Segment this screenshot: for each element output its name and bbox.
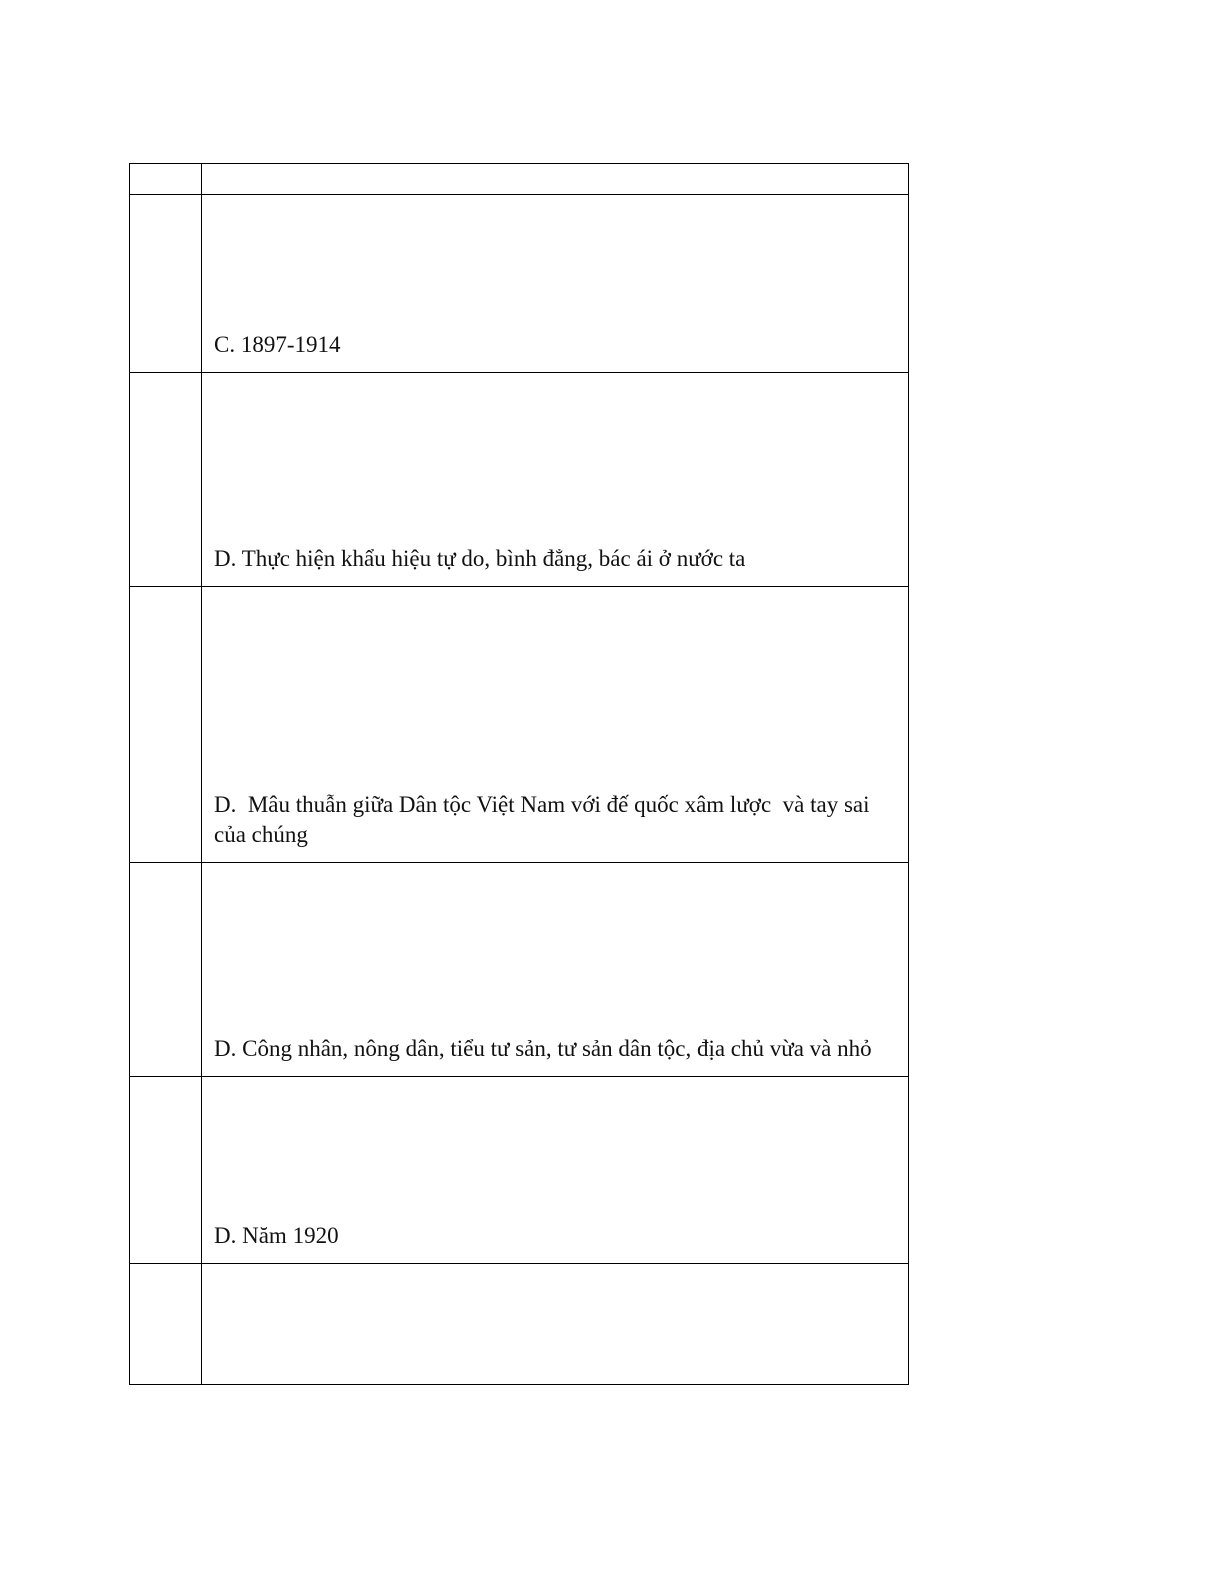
row-number-cell (130, 1264, 202, 1385)
table-row (130, 863, 909, 1077)
row-number-cell (130, 373, 202, 587)
row-number-cell (130, 1077, 202, 1264)
table-row (130, 587, 909, 863)
row-number-cell (130, 164, 202, 195)
table-row (130, 1264, 909, 1385)
answer-option: D. Thực hiện khẩu hiệu tự do, bình đẳng, bác ái ở nước ta (214, 546, 746, 571)
answer-option: D. Công nhân, nông dân, tiểu tư sản, tư sản dân tộc, địa chủ vừa và nhỏ (214, 1036, 872, 1061)
row-content-cell (202, 1264, 909, 1385)
answer-option: D. Năm 1920 (214, 1223, 339, 1248)
answer-option: D. Mâu thuẫn giữa Dân tộc Việt Nam với đế quốc xâm lược và tay sai của chúng (214, 792, 876, 847)
row-content-cell (202, 1077, 909, 1264)
row-number-cell (130, 587, 202, 863)
row-content-cell (202, 195, 909, 373)
row-content-cell (202, 863, 909, 1077)
row-content-cell (202, 587, 909, 863)
row-number-cell (130, 195, 202, 373)
table-row (130, 1077, 909, 1264)
row-content-cell (202, 164, 909, 195)
table-row (130, 164, 909, 195)
answer-table (129, 163, 909, 1385)
row-content-cell (202, 373, 909, 587)
answer-option: C. 1897-1914 (214, 332, 341, 357)
row-number-cell (130, 863, 202, 1077)
table-row (130, 373, 909, 587)
table-row (130, 195, 909, 373)
